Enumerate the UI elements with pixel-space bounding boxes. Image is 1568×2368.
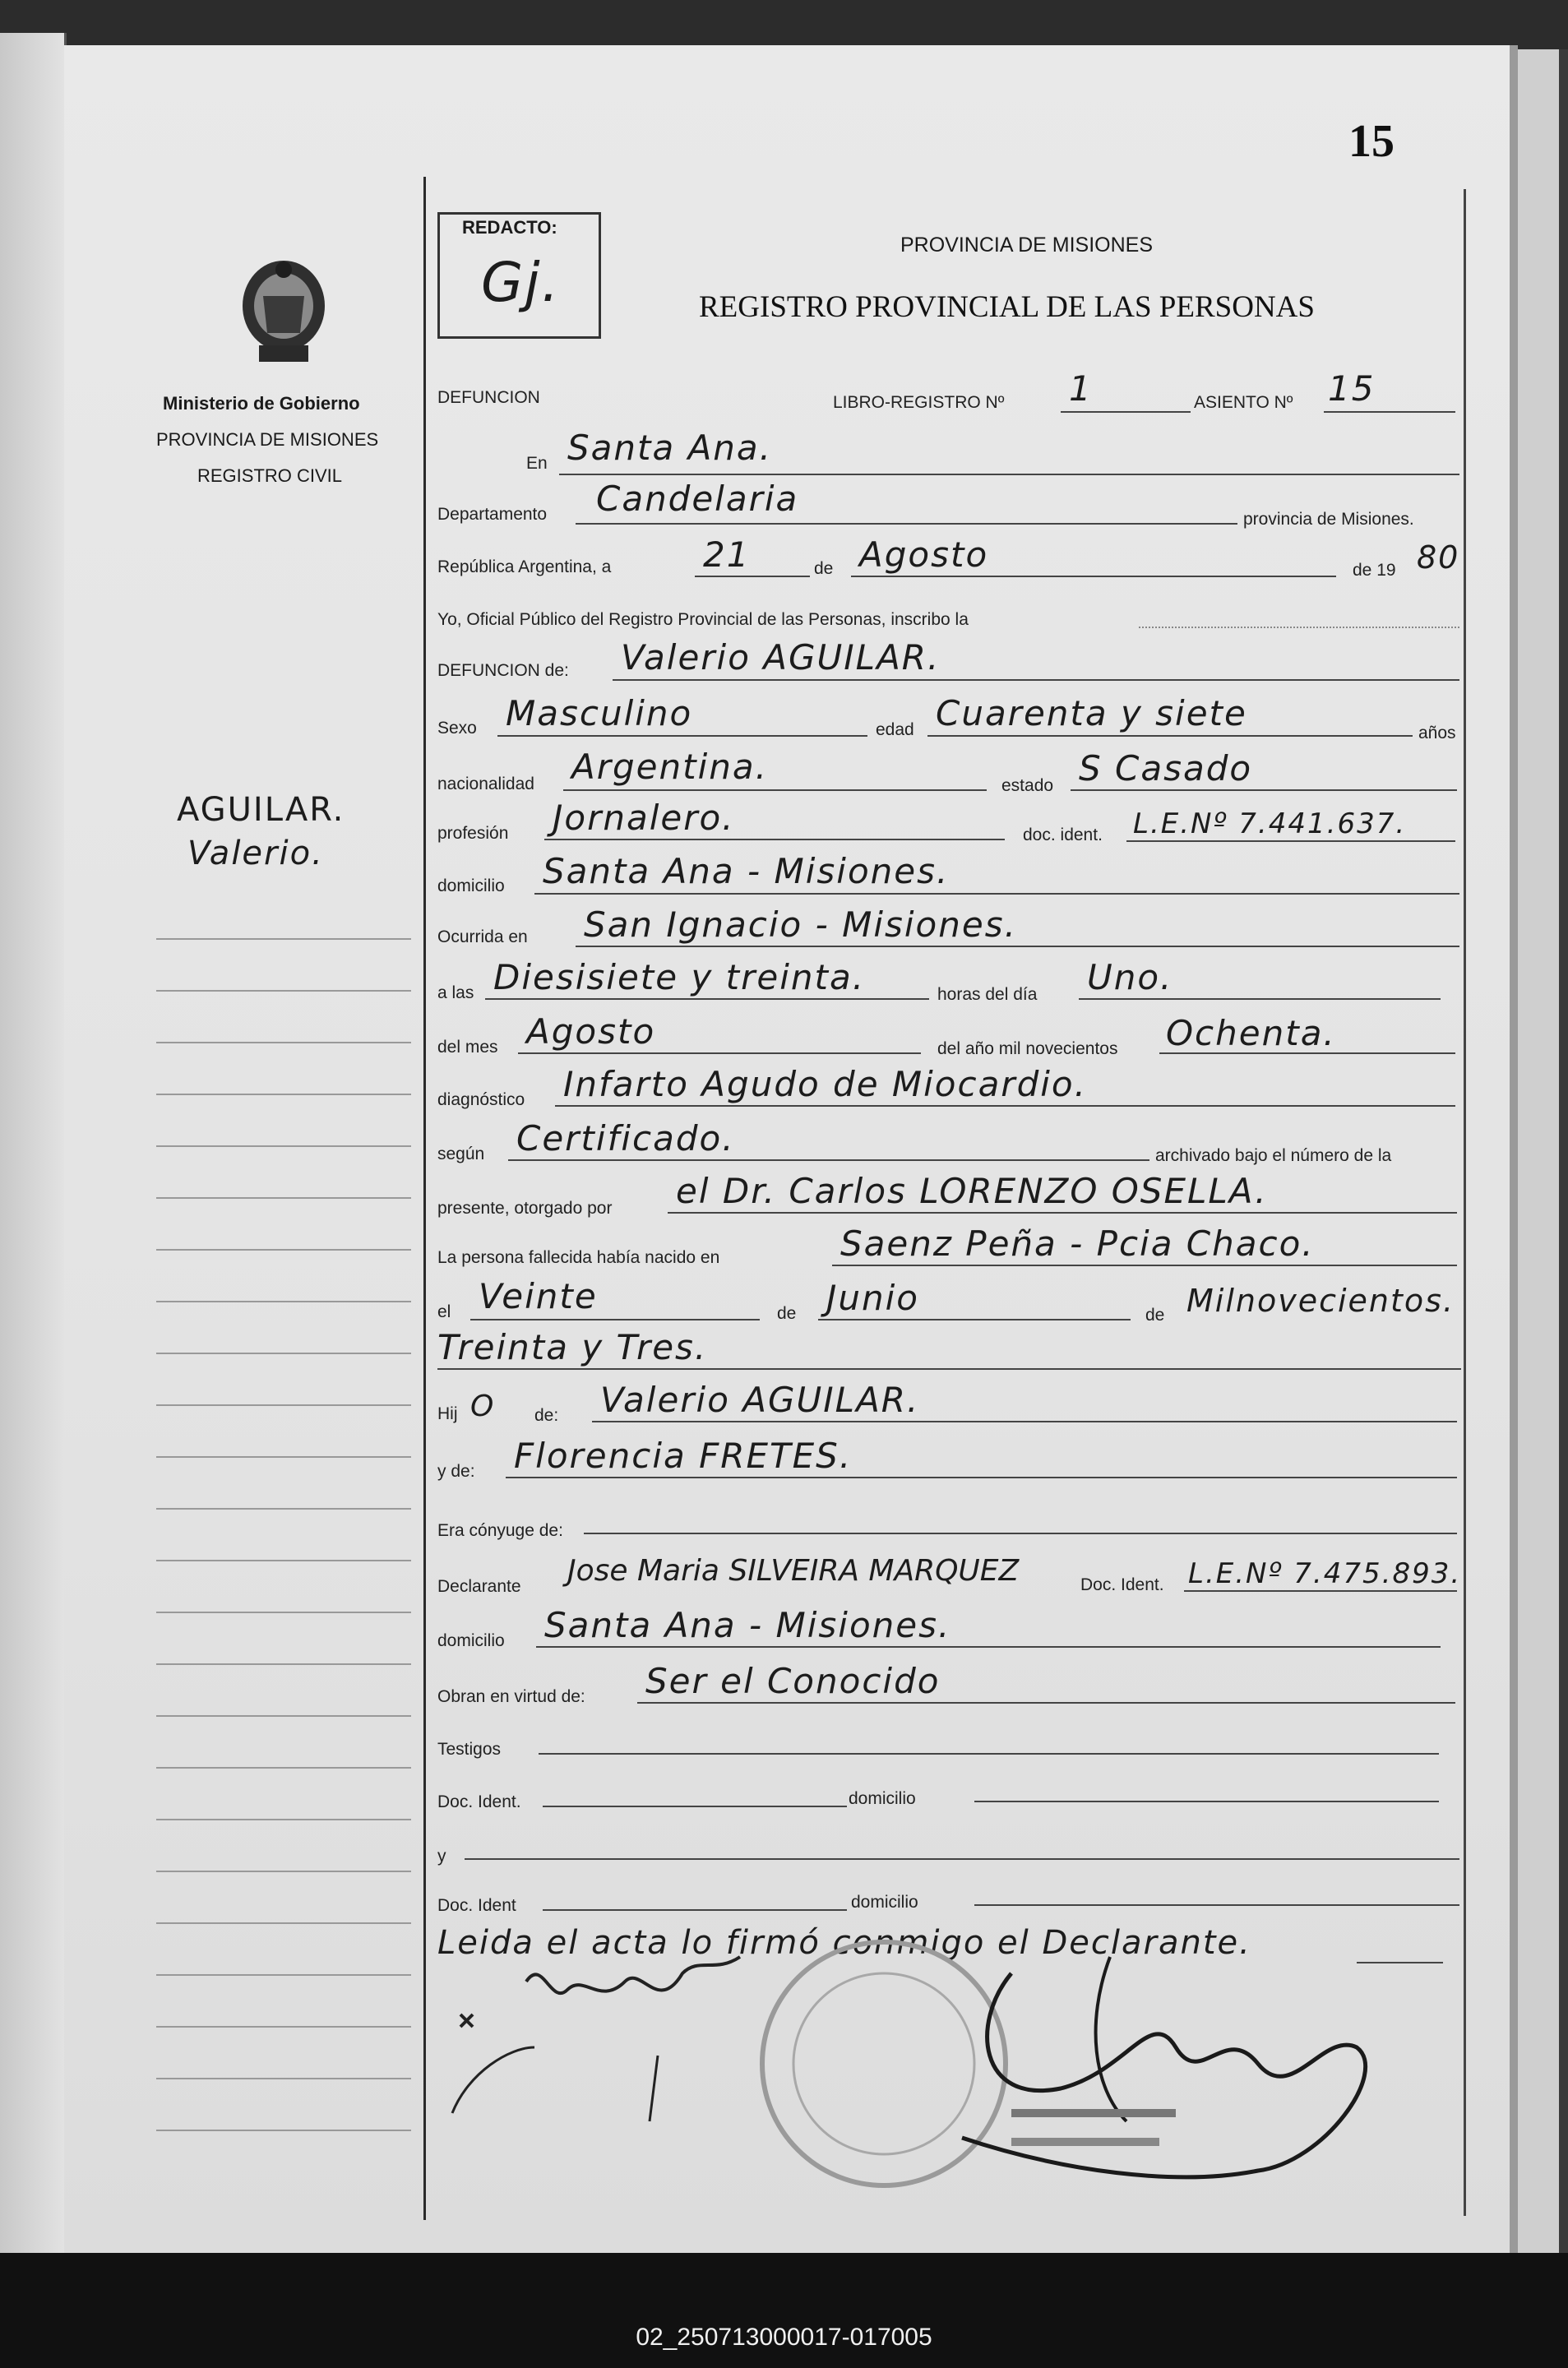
segun-value: Certificado. [516, 1118, 735, 1159]
nacido-value: Saenz Peña - Pcia Chaco. [840, 1223, 1315, 1264]
libro-label: LIBRO-REGISTRO Nº [833, 393, 1005, 412]
declarante-label: Declarante [437, 1577, 521, 1596]
yo-line [1139, 627, 1459, 628]
en-label: En [526, 454, 548, 473]
registry-heading: REGISTRO PROVINCIAL DE LAS PERSONAS [699, 290, 1315, 324]
anos-label: años [1418, 724, 1456, 742]
nacido-line [832, 1265, 1457, 1266]
de-label: de [814, 559, 834, 578]
delmes-line [518, 1052, 921, 1054]
horas-label: horas del día [937, 985, 1038, 1004]
el-line [470, 1319, 760, 1320]
domicilio-label: domicilio [437, 876, 505, 895]
horas-line [1079, 998, 1441, 1000]
defuncion-line [613, 679, 1459, 681]
y-line [465, 1858, 1459, 1860]
asiento-value: 15 [1328, 368, 1376, 409]
province-label: PROVINCIA DE MISIONES [156, 429, 379, 450]
obran-value: Ser el Conocido [645, 1661, 941, 1701]
nacionalidad-value: Argentina. [571, 747, 768, 787]
treinta-line [437, 1368, 1461, 1370]
departamento-value: Candelaria [596, 479, 799, 519]
horas-value: Uno. [1087, 957, 1173, 997]
docident-line [1126, 840, 1455, 842]
obran-line [637, 1702, 1455, 1704]
obran-label: Obran en virtud de: [437, 1687, 585, 1706]
delanio-label: del año mil novecientos [937, 1039, 1118, 1058]
background-top [0, 0, 1568, 49]
domicilio4-line [974, 1904, 1459, 1906]
sexo-line [497, 735, 867, 737]
padre-line [592, 1421, 1457, 1422]
republica-label: República Argentina, a [437, 557, 612, 576]
domicilio3-label: domicilio [849, 1789, 916, 1808]
day-value: 21 [703, 534, 751, 575]
de19-label: de 19 [1353, 561, 1396, 580]
margin-surname: AGUILAR. [177, 791, 345, 829]
testigos-line [539, 1753, 1439, 1755]
ocurrida-value: San Ignacio - Misiones. [584, 904, 1017, 945]
alas-label: a las [437, 983, 474, 1002]
departamento-line [576, 523, 1237, 525]
signatures-and-seal [436, 1924, 1447, 2204]
padre-value: Valerio AGUILAR. [600, 1380, 920, 1420]
profesion-line [544, 839, 1005, 840]
docident4-line [543, 1909, 847, 1911]
diagnostico-label: diagnóstico [437, 1090, 525, 1109]
hij-suffix: O [470, 1390, 496, 1423]
el-value: Veinte [479, 1276, 598, 1316]
page-number: 15 [1348, 116, 1395, 167]
estado-line [1071, 789, 1457, 791]
asiento-label: ASIENTO Nº [1194, 393, 1293, 412]
yde-label: y de: [437, 1462, 475, 1481]
presente-line [668, 1212, 1457, 1214]
testigos-label: Testigos [437, 1740, 502, 1759]
page-stack-edge [1518, 49, 1559, 2269]
conyuge-label: Era cónyuge de: [437, 1521, 563, 1540]
declarant-signature-icon [526, 1957, 740, 1993]
presente-value: el Dr. Carlos LORENZO OSELLA. [676, 1171, 1268, 1211]
nacionalidad-label: nacionalidad [437, 775, 534, 793]
madre-line [506, 1477, 1457, 1478]
sexo-label: Sexo [437, 719, 477, 738]
domicilio-line [534, 893, 1459, 895]
domicilio-value: Santa Ana - Misiones. [543, 851, 950, 891]
alas-line [485, 998, 929, 1000]
docident-value: L.E.Nº 7.441.637. [1133, 807, 1407, 840]
presente-label: presente, otorgado por [437, 1199, 613, 1218]
departamento-label: Departamento [437, 505, 548, 524]
archivado-label: archivado bajo el número de la [1155, 1146, 1392, 1165]
domicilio2-value: Santa Ana - Misiones. [544, 1605, 951, 1645]
domicilio2-label: domicilio [437, 1631, 505, 1650]
de2-label: de [777, 1304, 797, 1323]
ocurrida-label: Ocurrida en [437, 927, 528, 946]
asiento-line [1324, 411, 1455, 413]
nacido-label: La persona fallecida había nacido en [437, 1248, 720, 1267]
month-value: Agosto [859, 534, 989, 575]
y-label: y [437, 1847, 446, 1866]
year-value: 80 [1417, 539, 1460, 576]
month-line [851, 576, 1336, 577]
libro-line [1061, 411, 1191, 413]
diagnostico-value: Infarto Agudo de Miocardio. [563, 1064, 1087, 1104]
yo-text: Yo, Oficial Público del Registro Provincial de las Personas, inscribo la [437, 610, 969, 629]
official-signature-icon [962, 1973, 1366, 2177]
day-line [695, 576, 810, 577]
image-id-caption: 02_250713000017-017005 [636, 2324, 932, 2351]
coat-of-arms-icon [230, 255, 337, 370]
domicilio2-line [536, 1646, 1441, 1648]
nacionalidad-line [563, 789, 987, 791]
province-heading: PROVINCIA DE MISIONES [900, 234, 1154, 257]
redacto-initials: Gj. [481, 251, 561, 314]
edad-line [927, 735, 1413, 737]
segun-label: según [437, 1145, 485, 1163]
segun-line [508, 1159, 1149, 1161]
ministry-label: Ministerio de Gobierno [163, 393, 360, 414]
facing-page-edge [0, 33, 67, 2286]
docident3-label: Doc. Ident. [437, 1792, 521, 1811]
en-value: Santa Ana. [567, 428, 773, 468]
declarante-value: Jose Maria SILVEIRA MARQUEZ [567, 1554, 1020, 1588]
docident2-label: Doc. Ident. [1080, 1575, 1164, 1594]
diagnostico-line [555, 1105, 1455, 1107]
margin-lines [156, 888, 411, 2179]
docident-label: doc. ident. [1023, 826, 1103, 844]
delmes-value: Agosto [526, 1011, 656, 1052]
domicilio4-label: domicilio [851, 1893, 918, 1912]
sexo-value: Masculino [506, 693, 693, 733]
docident3-line [543, 1806, 847, 1807]
madre-value: Florencia FRETES. [514, 1436, 853, 1476]
en-line [559, 474, 1459, 475]
signature-mark-icon [460, 2014, 473, 2027]
docident2-value: L.E.Nº 7.475.893. [1188, 1557, 1462, 1590]
estado-label: estado [1001, 776, 1054, 795]
provincia-suffix: provincia de Misiones. [1243, 510, 1414, 529]
registry-label: REGISTRO CIVIL [197, 465, 343, 486]
delanio-line [1159, 1052, 1455, 1054]
alas-value: Diesisiete y treinta. [493, 957, 866, 997]
column-divider [423, 177, 426, 2220]
edad-label: edad [876, 720, 914, 739]
treinta-value: Treinta y Tres. [437, 1327, 708, 1367]
docident4-label: Doc. Ident [437, 1896, 516, 1915]
milnov-value: Milnovecientos. [1186, 1283, 1455, 1319]
conyuge-line [584, 1533, 1457, 1534]
junio-line [818, 1319, 1131, 1320]
profesion-label: profesión [437, 824, 509, 843]
act-type-label: DEFUNCION [437, 388, 540, 407]
official-seal-icon [762, 1942, 1006, 2185]
domicilio3-line [974, 1801, 1439, 1802]
profesion-value: Jornalero. [553, 798, 735, 838]
libro-value: 1 [1069, 368, 1093, 409]
edad-value: Cuarenta y siete [936, 693, 1247, 733]
delmes-label: del mes [437, 1038, 498, 1057]
de3-label: de [1145, 1306, 1165, 1325]
defuncion-value: Valerio AGUILAR. [621, 637, 941, 678]
junio-value: Junio [826, 1278, 919, 1318]
hijde-label: de: [534, 1406, 559, 1425]
hij-label: Hij [437, 1404, 458, 1423]
defuncion-label: DEFUNCION de: [437, 661, 569, 680]
redacto-label: REDACTO: [462, 217, 557, 238]
delanio-value: Ochenta. [1166, 1013, 1336, 1053]
el-label: el [437, 1302, 451, 1321]
margin-firstname: Valerio. [187, 835, 324, 872]
leida-text: Leida el acta lo firmó conmigo el Declarante. [437, 1924, 1251, 1962]
estado-value: S Casado [1079, 748, 1253, 789]
right-margin-line [1464, 189, 1466, 2216]
ocurrida-line [576, 946, 1459, 947]
docident2-line [1184, 1590, 1457, 1592]
